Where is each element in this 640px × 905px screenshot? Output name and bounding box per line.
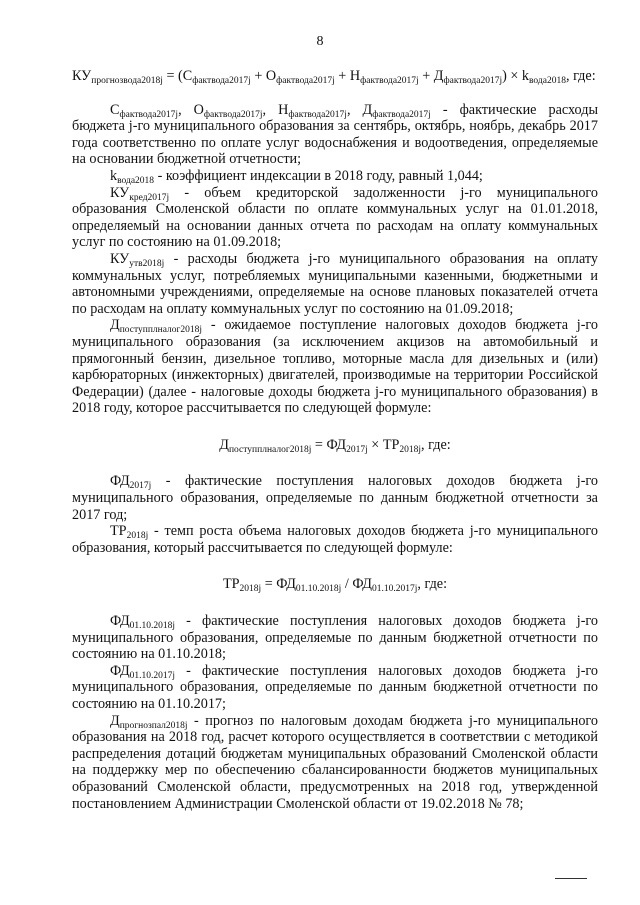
- paragraph-growth-rate: $ТР_{2018j}$ - темп роста объема налоговых доходов бюджета j-го муниципального образования, который рассчитывается по следующей формуле:: [72, 523, 598, 556]
- paragraph-index-coefficient: $k_{вода2018}$ - коэффициент индексации в 2018 году, равный 1,044;: [110, 167, 483, 186]
- paragraph-fd-01-10-2017: $ФД_{01.10.2017j}$ - фактические поступления налоговых доходов бюджета j-го муниципального образования, определяемые по данным бюджетной отчетности по состоянию на 01.10.2017;: [72, 662, 598, 712]
- paragraph-fd-01-10-2018: $ФД_{01.10.2018j}$ - фактические поступления налоговых доходов бюджета j-го муниципального образования, определяемые по данным бюджетной отчетности по состоянию на 01.10.2018;: [72, 613, 598, 663]
- formula-growth-rate: $ТР_{2018j} = ФД_{01.10.2018j} / ФД_{01.10.2017j}$, где:: [222, 576, 448, 595]
- paragraph-fd-2017: $ФД_{2017j}$ - фактические поступления налоговых доходов бюджета j-го муниципального образования, определяемые по данным бюджетной отчетности за 2017 год;: [72, 473, 598, 523]
- paragraph-approved-expenses: $КУ_{утв2018j}$ - расходы бюджета j-го муниципального образования на оплату коммунальных услуг, потребляемых муниципальными казенными, бюджетными и автономными учреждениями, определяемые на основе плановых показателей отчета по расходам на оплату коммунальных услуг по состоянию на 01.09.2018;: [72, 250, 598, 317]
- paragraph-actual-expenses: $С_{фактвода2017j}$, $О_{фактвода2017j}$, $Н_{фактвода2017j}$, $Д_{фактвода2017j}$ - фактические расходы бюджета j-го муниципального образования за сентябрь, октябрь, ноябрь, декабрь 2017 года соответственно по оплате услуг водоснабжения и водоотведения, определяемые на основании бюджетной отчетности;: [72, 101, 598, 168]
- formula-expected-revenue: $Д_{поступплналог2018j} = ФД_{2017j} \times ТР_{2018j}$, где:: [219, 436, 451, 455]
- paragraph-revenue-forecast: $Д_{прогнозпал2018j}$ - прогноз по налоговым доходам бюджета j-го муниципального образования на 2018 год, расчет которого осуществляется в соответствии с методикой распределения дотаций бюджетам муниципальных образований Смоленской области на поддержку мер по обеспечению сбалансированности бюджетов муниципальных образований Смоленской области, предусмотренных на 2018 год, утвержденной постановлением Администрации Смоленской области от 19.02.2018 № 78;: [72, 712, 598, 812]
- page-number: 8: [316, 34, 324, 49]
- document-body: [72, 68, 598, 812]
- scan-corner-mark: [555, 878, 587, 879]
- paragraph-creditor-debt: $КУ_{кред2017j}$ - объем кредиторской задолженности j-го муниципального образования Смоленской области по оплате коммунальных услуг на 01.01.2018, определяемый на основании данных отчета по расходам на оплату коммунальных услуг по состоянию на 01.09.2018;: [72, 184, 598, 251]
- formula-ku-forecast: $КУ_{прогнозвода2018j} = (С_{фактвода2017j} + О_{фактвода2017j} + Н_{фактвода2017j} + Д_{фактвода2017j}) \times k_{вода2018}$, где:: [72, 68, 596, 86]
- paragraph-expected-revenue: $Д_{поступплналог2018j}$ - ожидаемое поступление налоговых доходов бюджета j-го муниципального образования (за исключением акцизов на автомобильный и прямогонный бензин, дизельное топливо, моторные масла для дизельных и (или) карбюраторных (инжекторных) двигателей, производимые на территории Российской Федерации) (далее - налоговые доходы бюджета j-го муниципального образования) в 2018 году, которое рассчитывается по следующей формуле:: [72, 317, 598, 417]
